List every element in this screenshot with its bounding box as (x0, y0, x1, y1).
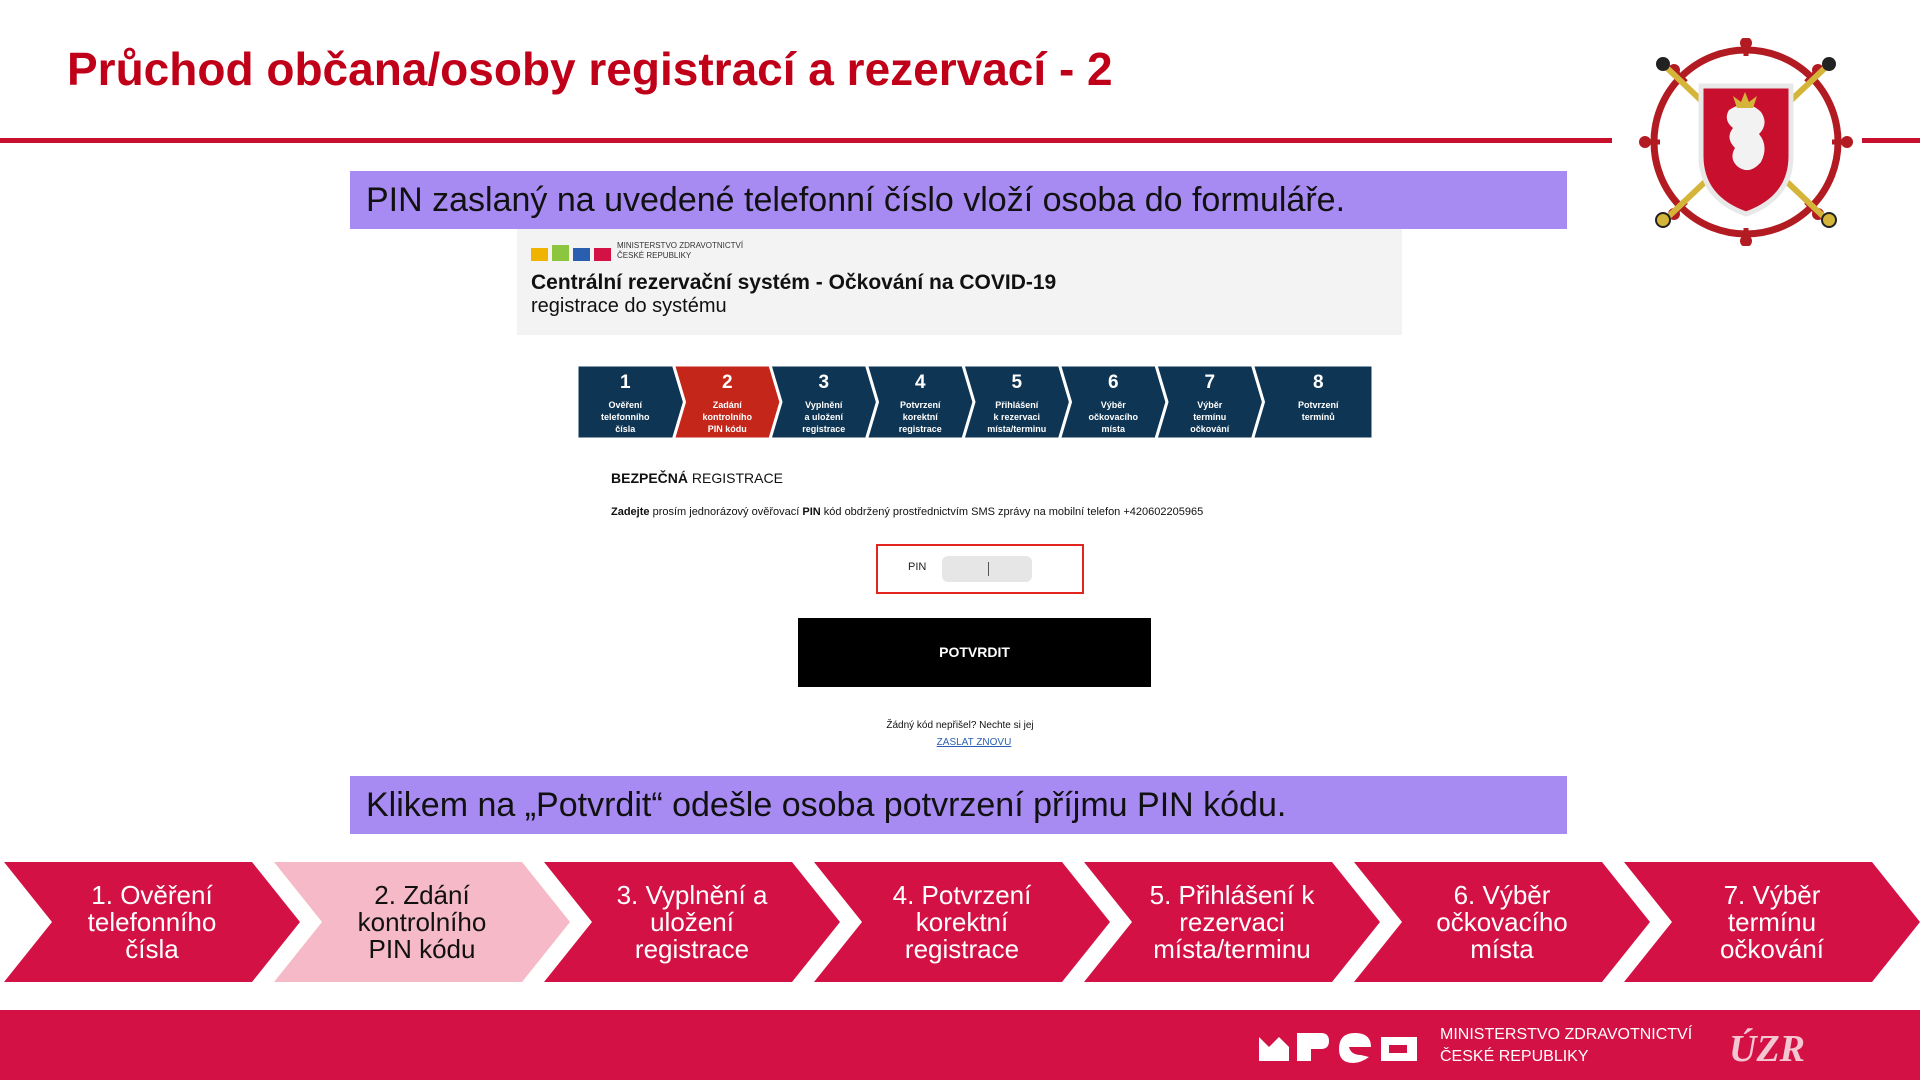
process-step-1: 1. Ověření telefonního čísla (87, 879, 217, 964)
process-step-3: 3. Vyplnění a uložení registrace (616, 879, 768, 964)
instruction-banner-bottom: Klikem na „Potvrdit“ odešle osoba potvrzení příjmu PIN kódu. (350, 776, 1567, 834)
wizard-step-number: 5 (1011, 372, 1023, 393)
no-code-text: Žádný kód nepřišel? Nechte si jej (886, 720, 1034, 731)
coat-of-arms-emblem-icon (1637, 38, 1855, 246)
instruction-banner-top: PIN zaslaný na uvedené telefonní číslo vloží osoba do formuláře. (350, 171, 1567, 229)
footer-ministry-name: MINISTERSTVO ZDRAVOTNICTVÍ ČESKÉ REPUBLIKY (1440, 1026, 1693, 1065)
wizard-step-label: Potvrzení termínů (1297, 400, 1339, 422)
uzr-logo-icon (1725, 1015, 1811, 1075)
process-step-6: 6. Výběr očkovacího místa (1436, 879, 1568, 964)
pin-instruction-text: Zadejte prosím jednorázový ověřovací PIN kód obdržený prostřednictvím SMS zprávy na mobilní telefon +420602205965 (611, 506, 1204, 518)
ministry-of-health-logo-icon (1257, 1027, 1422, 1065)
process-step-4: 4. Potvrzení korektní registrace (892, 879, 1032, 964)
title-rule-left (0, 138, 1612, 143)
wizard-step-number: 2 (721, 372, 733, 393)
title-rule-right (1862, 138, 1920, 143)
wizard-step-number: 8 (1312, 372, 1324, 393)
app-subtitle: registrace do systému (531, 295, 727, 317)
pin-input[interactable] (942, 556, 1032, 582)
confirm-button[interactable]: POTVRDIT (798, 618, 1151, 687)
wizard-step-number: 6 (1107, 372, 1119, 393)
wizard-step-2 (685, 365, 771, 439)
process-steps (0, 862, 1920, 982)
app-title: Centrální rezervační systém - Očkování na COVID-19 (531, 271, 1057, 294)
footer-bar (0, 1010, 1920, 1080)
secure-registration-heading: BEZPEČNÁ REGISTRACE (611, 470, 783, 486)
pin-label: PIN (908, 561, 927, 573)
wizard-step-4 (878, 365, 964, 439)
wizard-step-label: Výběr očkovacího místa (1088, 400, 1139, 434)
wizard-step-label: Ověření telefonního čísla (601, 400, 650, 434)
wizard-step-1 (577, 365, 674, 439)
slide-title: Průchod občana/osoby registrací a rezervací - 2 (67, 43, 1113, 95)
wizard-step-3 (781, 365, 867, 439)
text-caret (988, 562, 989, 576)
ministry-name-small: MINISTERSTVO ZDRAVOTNICTVÍ ČESKÉ REPUBLIKY (617, 241, 744, 260)
process-step-7: 7. Výběr termínu očkování (1719, 879, 1825, 964)
wizard-step-number: 7 (1204, 372, 1216, 393)
wizard-step-label: Výběr termínu očkování (1190, 400, 1230, 434)
wizard-step-label: Přihlášení k rezervaci místa/terminu (987, 400, 1047, 434)
ministry-of-health-logo-icon (531, 243, 613, 263)
registration-wizard (577, 365, 1373, 439)
process-step-5: 5. Přihlášení k rezervaci místa/terminu (1149, 879, 1315, 964)
wizard-step-6 (1071, 365, 1157, 439)
wizard-step-8 (1264, 365, 1374, 439)
wizard-step-7 (1167, 365, 1253, 439)
svg-text:ÚZR: ÚZR (1729, 1028, 1805, 1070)
wizard-step-label: Potvrzení korektní registrace (898, 400, 942, 434)
wizard-step-number: 1 (619, 372, 631, 393)
wizard-step-number: 3 (818, 372, 830, 393)
wizard-step-label: Vyplnění a uložení registrace (802, 400, 846, 434)
wizard-step-number: 4 (914, 372, 926, 393)
wizard-step-5 (974, 365, 1060, 439)
process-step-2: 2. Zdání kontrolního PIN kódu (357, 879, 487, 964)
pin-highlight-box (876, 544, 1084, 594)
wizard-step-label: Zadání kontrolního PIN kódu (702, 400, 752, 434)
app-header (517, 229, 1402, 335)
resend-code-link[interactable]: ZASLAT ZNOVU (936, 737, 1012, 748)
